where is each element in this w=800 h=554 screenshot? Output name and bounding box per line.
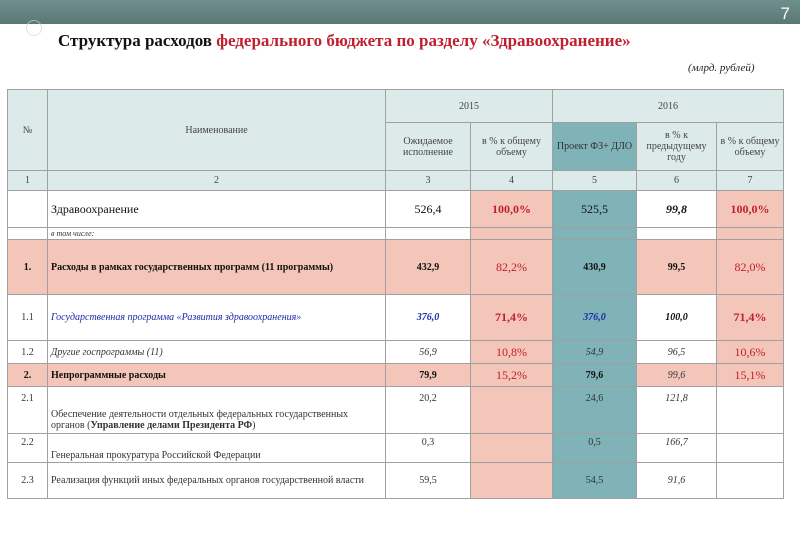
col-number-4: 4 [471,171,553,191]
budget-table [7,89,784,499]
header-draft: Проект ФЗ+ ДЛО [553,123,637,171]
total-v2016: 525,5 [553,191,637,228]
row-p2016 [717,387,784,434]
unit-label: (млрд. рублей) [688,62,755,74]
col-number-2: 2 [48,171,386,191]
title-part-red: федерального бюджета по разделу «Здравоохранение» [216,31,631,50]
table-row [8,364,784,387]
row-p2015 [471,434,553,463]
row-name: Государственная программа «Развития здравоохранения» [48,295,386,341]
including-label: в том числе: [48,228,386,240]
table-row [8,341,784,364]
row-num: 2.2 [8,434,48,463]
row-p2015: 82,2% [471,240,553,295]
header-expected: Ожидаемое исполнение [386,123,471,171]
row-p2016 [717,463,784,499]
header-name: Наименование [48,90,386,171]
row-name: Обеспечение деятельности отдельных федеральных государственных органов (Управление делами Президента РФ) [48,387,386,434]
row-v2015: 20,2 [386,387,471,434]
row-p2016: 15,1% [717,364,784,387]
row-v2016: 430,9 [553,240,637,295]
row-p-prev: 121,8 [637,387,717,434]
table-row [8,240,784,295]
row-name: Расходы в рамках государственных программ (11 программы) [48,240,386,295]
slide-number: 7 [780,4,790,23]
total-p2016: 100,0% [717,191,784,228]
row-p2015 [471,387,553,434]
table-row [8,463,784,499]
row-p2016: 82,0% [717,240,784,295]
row-v2015: 0,3 [386,434,471,463]
row-v2016: 79,6 [553,364,637,387]
total-v2015: 526,4 [386,191,471,228]
row-v2015: 376,0 [386,295,471,341]
col-number-3: 3 [386,171,471,191]
row-p2016: 71,4% [717,295,784,341]
row-p2015 [471,463,553,499]
header-year-2015: 2015 [386,90,553,123]
table-row-total [8,191,784,228]
row-num: 1.1 [8,295,48,341]
col-number-7: 7 [717,171,784,191]
header-num: № [8,90,48,171]
row-num: 1. [8,240,48,295]
row-p2016: 10,6% [717,341,784,364]
row-v2016: 0,5 [553,434,637,463]
header-pct-prev: в % к предыдущему году [637,123,717,171]
row-v2015: 56,9 [386,341,471,364]
row-p2016 [717,434,784,463]
row-v2015: 79,9 [386,364,471,387]
row-p-prev: 166,7 [637,434,717,463]
row-v2015: 432,9 [386,240,471,295]
row-v2015: 59,5 [386,463,471,499]
total-name: Здравоохранение [48,191,386,228]
row-p-prev: 96,5 [637,341,717,364]
table-row [8,434,784,463]
row-v2016: 376,0 [553,295,637,341]
row-p2015: 15,2% [471,364,553,387]
row-p-prev: 99,6 [637,364,717,387]
row-num: 2.1 [8,387,48,434]
col-number-1: 1 [8,171,48,191]
table-row [8,387,784,434]
page-title [58,31,631,51]
row-p-prev: 100,0 [637,295,717,341]
row-name: Другие госпрограммы (11) [48,341,386,364]
header-pct-total-2015: в % к общему объему [471,123,553,171]
slide-top-bar [0,0,800,24]
row-num: 2. [8,364,48,387]
row-v2016: 54,9 [553,341,637,364]
header-pct-total-2016: в % к общему объему [717,123,784,171]
row-v2016: 54,5 [553,463,637,499]
row-p2015: 10,8% [471,341,553,364]
table-row [8,295,784,341]
header-year-2016: 2016 [553,90,784,123]
total-p-prev: 99,8 [637,191,717,228]
row-p-prev: 91,6 [637,463,717,499]
col-number-5: 5 [553,171,637,191]
row-p-prev: 99,5 [637,240,717,295]
title-part-black: Структура расходов [58,31,217,50]
row-num: 1.2 [8,341,48,364]
col-number-6: 6 [637,171,717,191]
row-name: Генеральная прокуратура Российской Федерации [48,434,386,463]
row-name: Реализация функций иных федеральных органов государственной власти [48,463,386,499]
row-name: Непрограммные расходы [48,364,386,387]
decorative-circle-icon [26,20,42,36]
total-p2015: 100,0% [471,191,553,228]
row-v2016: 24,6 [553,387,637,434]
row-p2015: 71,4% [471,295,553,341]
row-num: 2.3 [8,463,48,499]
